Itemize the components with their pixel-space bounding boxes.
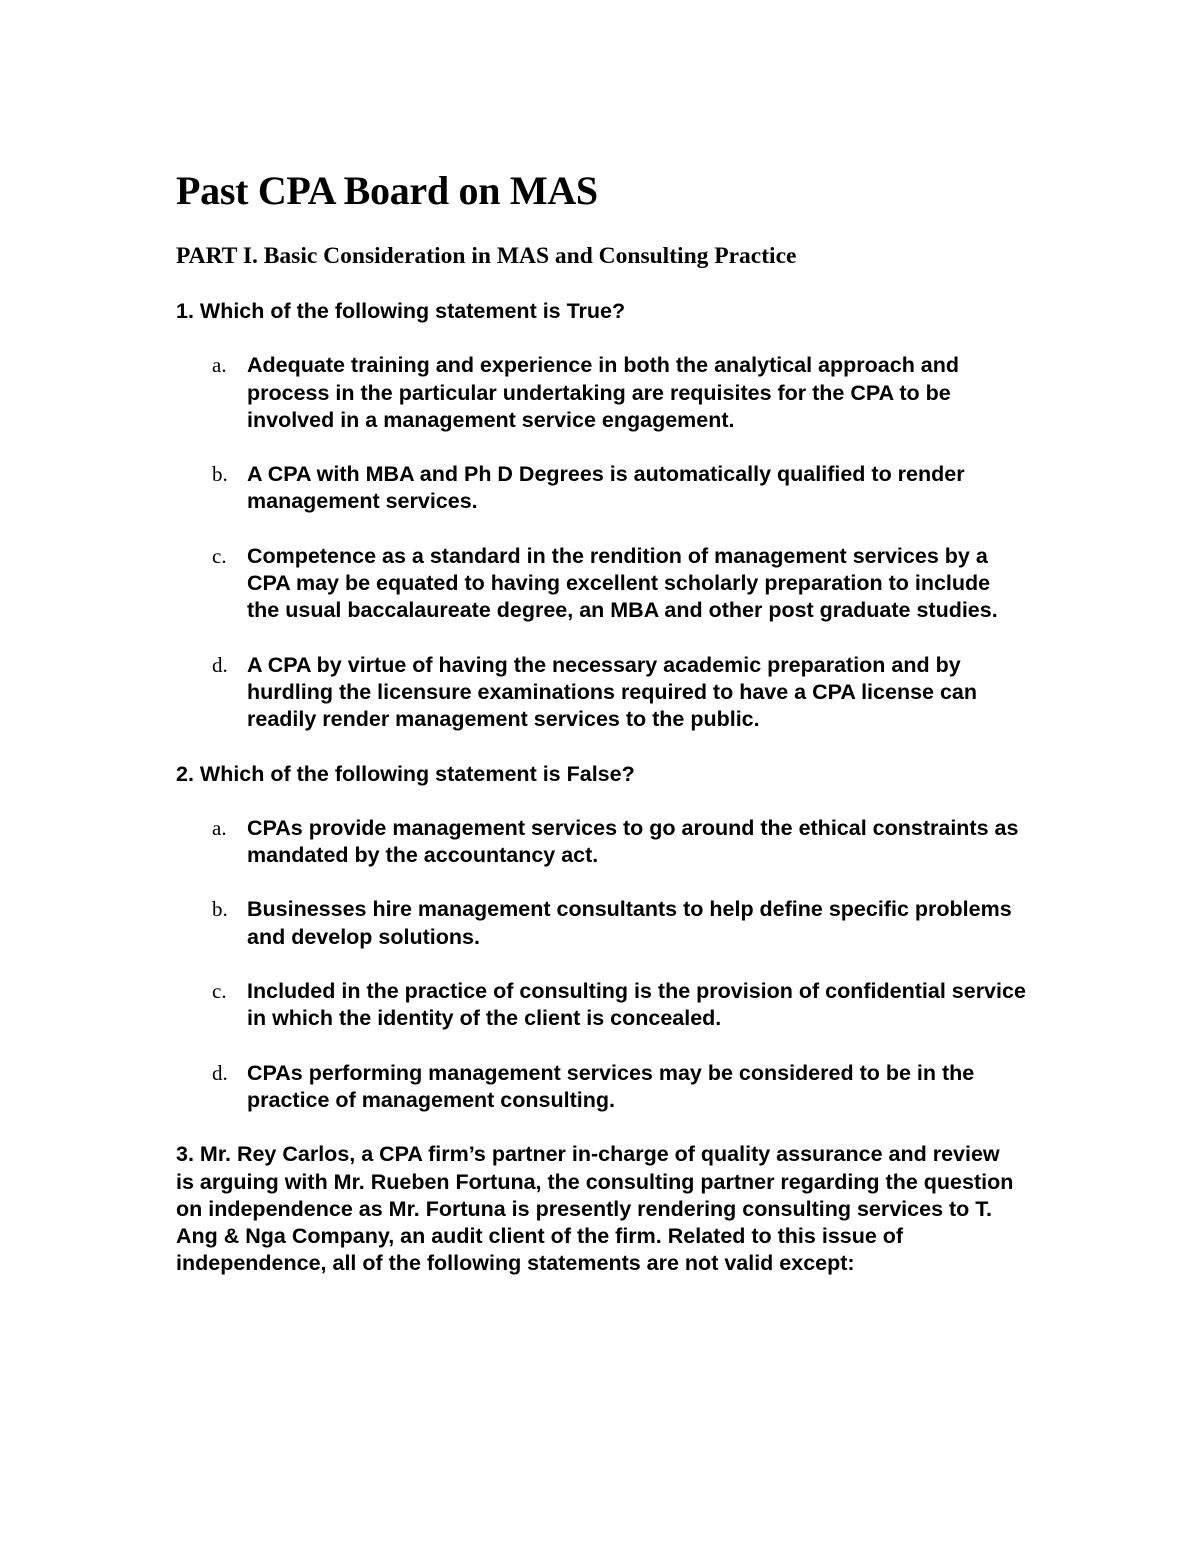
option-text: Adequate training and experience in both the analytical approach and process in the particular undertaking are requisites for the CPA to be involved in a management service engagement. [247, 353, 960, 432]
question-2-option-a [176, 815, 1026, 870]
document-page [176, 168, 1026, 1305]
option-letter: d. [212, 1060, 228, 1085]
option-text: CPAs performing management services may be considered to be in the practice of management consulting. [247, 1060, 975, 1112]
part-heading: PART I. Basic Consideration in MAS and Consulting Practice [176, 243, 797, 269]
question-1-option-a [176, 352, 1026, 434]
option-letter: c. [212, 979, 227, 1004]
question-3: 3. Mr. Rey Carlos, a CPA firm’s partner in-charge of quality assurance and review is arguing with Mr. Rueben Fortuna, the consulting partner regarding the question on independence as Mr. Fortuna is presently rendering consulting services to T. Ang & Nga Company, an audit client of the firm. Related to this issue of independence, all of the following statements are not valid except: [176, 1142, 1014, 1276]
page-title: Past CPA Board on MAS [176, 168, 598, 213]
option-letter: b. [212, 462, 228, 487]
question-1: 1. Which of the following statement is True? [176, 299, 626, 323]
option-letter: c. [212, 543, 227, 568]
option-text: Businesses hire management consultants to help define specific problems and develop solutions. [247, 897, 1012, 949]
question-1-options [176, 352, 1026, 733]
option-text: CPAs provide management services to go around the ethical constraints as mandated by the accountancy act. [247, 815, 1019, 868]
question-1-option-d [176, 652, 1026, 734]
option-text: A CPA with MBA and Ph D Degrees is automatically qualified to render management services. [247, 462, 965, 514]
option-text: A CPA by virtue of having the necessary academic preparation and by hurdling the licensure examinations required to have a CPA license can readily render management services to the public. [247, 652, 978, 732]
question-2: 2. Which of the following statement is False? [176, 761, 635, 786]
option-letter: d. [212, 652, 228, 677]
option-letter: a. [212, 353, 227, 378]
option-letter: a. [212, 815, 227, 840]
question-2-option-c [176, 978, 1026, 1033]
question-1-option-c [176, 543, 1026, 625]
option-letter: b. [212, 897, 228, 922]
question-2-options [176, 815, 1026, 1114]
question-2-option-b [176, 896, 1026, 951]
question-2-option-d [176, 1060, 1026, 1115]
option-text: Included in the practice of consulting is the provision of confidential service in which the identity of the client is concealed. [247, 979, 1026, 1031]
option-text: Competence as a standard in the rendition of management services by a CPA may be equated to having excellent scholarly preparation to include the usual baccalaureate degree, an MBA and other post graduate studies. [247, 543, 998, 623]
question-1-option-b [176, 461, 1026, 516]
